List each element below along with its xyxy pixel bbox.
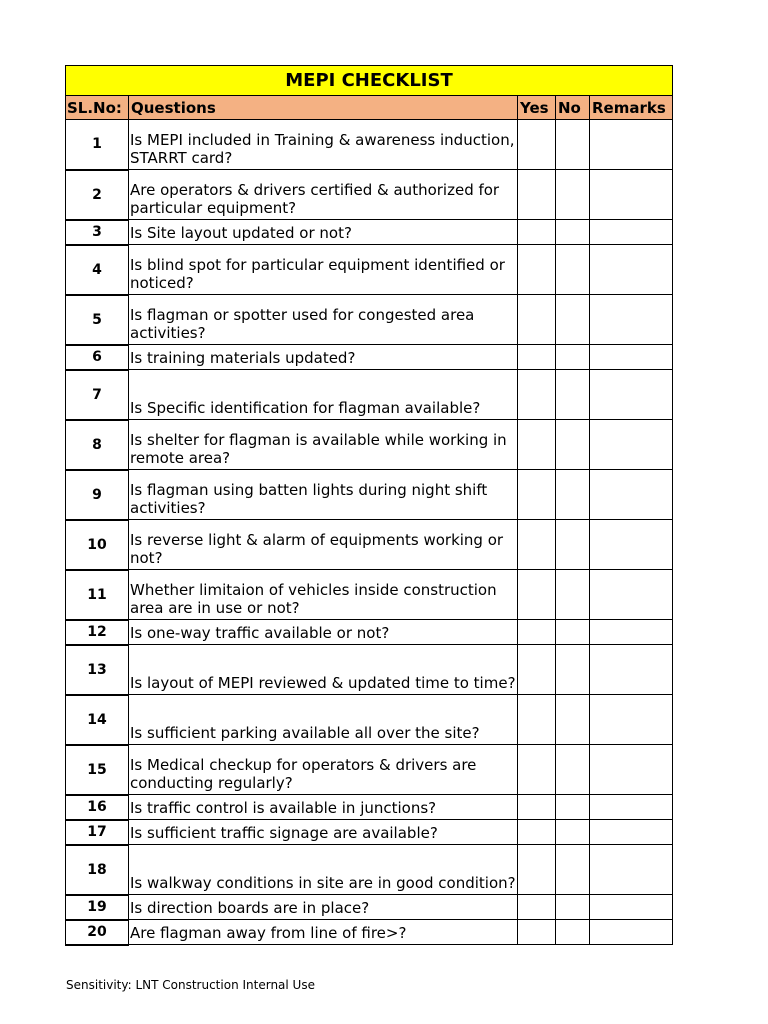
row-remarks-cell[interactable] — [590, 220, 673, 245]
row-question: Is sufficient parking available all over the site? — [129, 695, 518, 745]
row-sl-no: 8 — [66, 420, 129, 470]
row-no-cell[interactable] — [556, 920, 590, 945]
header-questions: Questions — [129, 96, 518, 120]
row-remarks-cell[interactable] — [590, 120, 673, 170]
row-sl-no: 14 — [66, 695, 129, 745]
row-remarks-cell[interactable] — [590, 420, 673, 470]
checklist-row — [66, 170, 673, 220]
row-no-cell[interactable] — [556, 420, 590, 470]
row-question: Are flagman away from line of fire>? — [129, 920, 518, 945]
header-yes: Yes — [518, 96, 556, 120]
row-sl-no: 7 — [66, 370, 129, 420]
row-sl-no: 1 — [66, 120, 129, 170]
checklist-row — [66, 245, 673, 295]
checklist-row — [66, 470, 673, 520]
row-question: Are operators & drivers certified & authorized for particular equipment? — [129, 170, 518, 220]
row-question: Is flagman using batten lights during night shift activities? — [129, 470, 518, 520]
row-yes-cell[interactable] — [518, 745, 556, 795]
row-remarks-cell[interactable] — [590, 170, 673, 220]
row-question: Is Specific identification for flagman available? — [129, 370, 518, 420]
row-yes-cell[interactable] — [518, 470, 556, 520]
row-remarks-cell[interactable] — [590, 570, 673, 620]
checklist-row — [66, 620, 673, 645]
checklist-row — [66, 895, 673, 920]
row-question: Is MEPI included in Training & awareness induction, STARRT card? — [129, 120, 518, 170]
row-yes-cell[interactable] — [518, 520, 556, 570]
sensitivity-footer: Sensitivity: LNT Construction Internal Use — [66, 978, 315, 992]
row-sl-no: 10 — [66, 520, 129, 570]
checklist-row — [66, 845, 673, 895]
row-remarks-cell[interactable] — [590, 695, 673, 745]
row-sl-no: 4 — [66, 245, 129, 295]
row-yes-cell[interactable] — [518, 620, 556, 645]
row-sl-no: 19 — [66, 895, 129, 920]
row-question: Is blind spot for particular equipment identified or noticed? — [129, 245, 518, 295]
row-yes-cell[interactable] — [518, 295, 556, 345]
row-no-cell[interactable] — [556, 520, 590, 570]
row-no-cell[interactable] — [556, 245, 590, 295]
row-sl-no: 16 — [66, 795, 129, 820]
checklist-row — [66, 520, 673, 570]
row-no-cell[interactable] — [556, 570, 590, 620]
row-yes-cell[interactable] — [518, 695, 556, 745]
row-no-cell[interactable] — [556, 170, 590, 220]
row-yes-cell[interactable] — [518, 845, 556, 895]
row-no-cell[interactable] — [556, 120, 590, 170]
checklist-row — [66, 370, 673, 420]
row-no-cell[interactable] — [556, 820, 590, 845]
row-question: Is sufficient traffic signage are available? — [129, 820, 518, 845]
checklist-row — [66, 920, 673, 945]
row-question: Is one-way traffic available or not? — [129, 620, 518, 645]
row-remarks-cell[interactable] — [590, 845, 673, 895]
row-question: Is direction boards are in place? — [129, 895, 518, 920]
row-sl-no: 20 — [66, 920, 129, 945]
checklist-title: MEPI CHECKLIST — [66, 66, 673, 96]
checklist-row — [66, 295, 673, 345]
row-question: Is walkway conditions in site are in good condition? — [129, 845, 518, 895]
row-sl-no: 15 — [66, 745, 129, 795]
row-sl-no: 12 — [66, 620, 129, 645]
row-yes-cell[interactable] — [518, 170, 556, 220]
row-yes-cell[interactable] — [518, 245, 556, 295]
row-question: Is Medical checkup for operators & drivers are conducting regularly? — [129, 745, 518, 795]
row-sl-no: 17 — [66, 820, 129, 845]
row-yes-cell[interactable] — [518, 345, 556, 370]
row-question: Is traffic control is available in junctions? — [129, 795, 518, 820]
row-no-cell[interactable] — [556, 220, 590, 245]
row-no-cell[interactable] — [556, 295, 590, 345]
row-remarks-cell[interactable] — [590, 895, 673, 920]
row-yes-cell[interactable] — [518, 220, 556, 245]
checklist-row — [66, 570, 673, 620]
row-no-cell[interactable] — [556, 470, 590, 520]
header-remarks: Remarks — [590, 96, 673, 120]
row-sl-no: 11 — [66, 570, 129, 620]
row-remarks-cell[interactable] — [590, 245, 673, 295]
row-question: Is Site layout updated or not? — [129, 220, 518, 245]
row-remarks-cell[interactable] — [590, 295, 673, 345]
row-yes-cell[interactable] — [518, 570, 556, 620]
row-no-cell[interactable] — [556, 745, 590, 795]
row-yes-cell[interactable] — [518, 795, 556, 820]
row-yes-cell[interactable] — [518, 120, 556, 170]
header-sl-no: SL.No: — [66, 96, 129, 120]
row-yes-cell[interactable] — [518, 420, 556, 470]
row-no-cell[interactable] — [556, 795, 590, 820]
row-remarks-cell[interactable] — [590, 370, 673, 420]
checklist-row — [66, 420, 673, 470]
row-remarks-cell[interactable] — [590, 620, 673, 645]
checklist-row — [66, 745, 673, 795]
row-remarks-cell[interactable] — [590, 345, 673, 370]
row-no-cell[interactable] — [556, 370, 590, 420]
row-question: Is shelter for flagman is available while working in remote area? — [129, 420, 518, 470]
row-question: Is flagman or spotter used for congested area activities? — [129, 295, 518, 345]
checklist-row — [66, 120, 673, 170]
checklist-row — [66, 695, 673, 745]
header-no: No — [556, 96, 590, 120]
checklist-row — [66, 645, 673, 695]
row-question: Whether limitaion of vehicles inside construction area are in use or not? — [129, 570, 518, 620]
row-remarks-cell[interactable] — [590, 645, 673, 695]
row-yes-cell[interactable] — [518, 645, 556, 695]
row-yes-cell[interactable] — [518, 920, 556, 945]
checklist-row — [66, 345, 673, 370]
row-question: Is layout of MEPI reviewed & updated time to time? — [129, 645, 518, 695]
row-remarks-cell[interactable] — [590, 820, 673, 845]
row-yes-cell[interactable] — [518, 370, 556, 420]
checklist-row — [66, 820, 673, 845]
row-no-cell[interactable] — [556, 345, 590, 370]
checklist-sheet — [65, 65, 672, 946]
row-remarks-cell[interactable] — [590, 795, 673, 820]
row-remarks-cell[interactable] — [590, 920, 673, 945]
checklist-row — [66, 220, 673, 245]
row-sl-no: 18 — [66, 845, 129, 895]
row-remarks-cell[interactable] — [590, 470, 673, 520]
row-yes-cell[interactable] — [518, 820, 556, 845]
row-sl-no: 9 — [66, 470, 129, 520]
row-no-cell[interactable] — [556, 845, 590, 895]
checklist-table — [65, 65, 673, 946]
row-sl-no: 5 — [66, 295, 129, 345]
row-question: Is reverse light & alarm of equipments working or not? — [129, 520, 518, 570]
row-sl-no: 2 — [66, 170, 129, 220]
row-no-cell[interactable] — [556, 620, 590, 645]
row-sl-no: 13 — [66, 645, 129, 695]
row-question: Is training materials updated? — [129, 345, 518, 370]
header-row — [66, 96, 673, 120]
row-no-cell[interactable] — [556, 895, 590, 920]
checklist-row — [66, 795, 673, 820]
row-yes-cell[interactable] — [518, 895, 556, 920]
row-sl-no: 6 — [66, 345, 129, 370]
row-no-cell[interactable] — [556, 695, 590, 745]
row-sl-no: 3 — [66, 220, 129, 245]
row-remarks-cell[interactable] — [590, 520, 673, 570]
row-remarks-cell[interactable] — [590, 745, 673, 795]
row-no-cell[interactable] — [556, 645, 590, 695]
